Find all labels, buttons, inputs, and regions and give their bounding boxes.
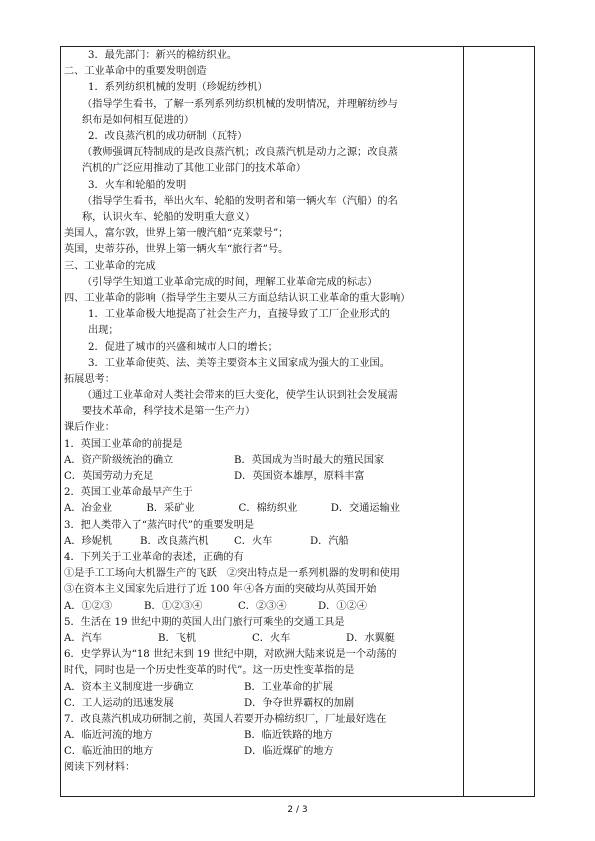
- option: C．火车: [252, 632, 291, 644]
- text-line: 课后作业：: [64, 422, 115, 434]
- section-heading: 三、工业革命的完成: [64, 260, 156, 272]
- statement: ①是手工工场向大机器生产的飞跃: [64, 568, 217, 580]
- option-row: [64, 469, 400, 485]
- text-line: 拓展思考：: [64, 373, 115, 385]
- option: B．改良蒸汽机: [140, 535, 209, 547]
- option: D．临近煤矿的地方: [244, 746, 334, 758]
- statement-row: [64, 582, 400, 598]
- text-paragraph: （教师强调瓦特制成的是改良蒸汽机；改良蒸汽机是动力之源；改良蒸汽机的广泛应用推动了其他工业部门的技术革命）: [82, 147, 398, 175]
- question: 2．英国工业革命最早产生于: [64, 487, 193, 499]
- statement-row: [64, 566, 400, 582]
- option: A．①②③: [64, 600, 113, 612]
- question: 4．下列关于工业革命的表述，正确的有: [64, 551, 244, 563]
- option-row: [64, 534, 400, 550]
- text-paragraph: （指导学生看书，举出火车、轮船的发明者和第一辆火车（汽船）的名称，认识火车、轮船的发明重大意义）: [82, 195, 398, 223]
- statement: ③在资本主义国家先后进行了近 100 年: [64, 584, 243, 596]
- option-row: [64, 631, 400, 647]
- text-paragraph: 1．工业革命极大地提高了社会生产力，直接导致了工厂企业形式的出现；: [88, 309, 390, 337]
- text-line: 2．改良蒸汽机的成功研制（瓦特）: [88, 130, 248, 142]
- question: 7．改良蒸汽机成功研制之前，英国人若要开办棉纺织厂，厂址最好选在: [64, 713, 387, 725]
- option: D．英国资本雄厚，原料丰富: [234, 471, 365, 483]
- option: B．英国成为当时最大的殖民国家: [234, 454, 385, 466]
- option: A．临近河流的地方: [64, 730, 153, 742]
- text-line: （引导学生知道工业革命完成的时间，理解工业革命完成的标志）: [82, 276, 378, 288]
- option: C．工人运动的迅速发展: [64, 697, 174, 709]
- option-row: [64, 453, 400, 469]
- text-line: 3．最先部门：新兴的棉纺织业。: [88, 50, 238, 61]
- option: C．英国劳动力充足: [64, 471, 154, 483]
- text-line: 3．火车和轮船的发明: [88, 179, 187, 191]
- option: B．①②③④: [144, 600, 203, 612]
- option: B．飞机: [158, 632, 197, 644]
- statement: ④各方面的突破均从英国开始: [244, 584, 377, 596]
- option: D．汽船: [310, 535, 349, 547]
- question: 3．把人类带入了“蒸汽时代”的重要发明是: [64, 519, 255, 531]
- option: C．②③④: [238, 600, 287, 612]
- option: C．火车: [234, 535, 273, 547]
- option: C．棉纺织业: [238, 503, 298, 515]
- text-line: 美国人，富尔敦，世界上第一艘汽船“克莱蒙号”；: [64, 228, 289, 240]
- option-row: [64, 599, 400, 615]
- option-row: [64, 680, 400, 696]
- option: D．水翼艇: [346, 632, 395, 644]
- section-heading: 四、工业革命的影响（指导学生主要从三方面总结认识工业革命的重大影响）: [64, 292, 411, 304]
- option: A．资产阶级统治的确立: [64, 454, 174, 466]
- lesson-content: [64, 48, 411, 777]
- option: D．争夺世界霸权的加剧: [244, 697, 355, 709]
- option: A．汽车: [64, 632, 102, 644]
- statement: ②突出特点是一系列机器的发明和使用: [226, 568, 400, 580]
- text-line: 2．促进了城市的兴盛和城市人口的增长；: [88, 341, 278, 353]
- option: B．临近铁路的地方: [244, 730, 333, 742]
- option: A．资本主义制度进一步确立: [64, 681, 194, 693]
- option-row: [64, 728, 400, 744]
- option: D．①②④: [318, 600, 367, 612]
- option-row: [64, 696, 400, 712]
- text-paragraph: （通过工业革命对人类社会带来的巨大变化，使学生认识到社会发展需要技术革命，科学技术是第一生产力）: [82, 390, 398, 418]
- option: B．工业革命的扩展: [244, 681, 333, 693]
- option: A．珍妮机: [64, 535, 113, 547]
- option: C．临近油田的地方: [64, 746, 154, 758]
- section-heading: 二、工业革命中的重要发明创造: [64, 66, 207, 78]
- option-row: [64, 744, 400, 760]
- text-line: 英国，史蒂芬孙，世界上第一辆火车“旅行者”号。: [64, 244, 289, 256]
- option-row: [64, 501, 400, 517]
- text-line: 阅读下列材料：: [64, 762, 136, 774]
- text-line: 3．工业革命使英、法、美等主要资本主义国家成为强大的工业国。: [88, 357, 390, 369]
- text-line: 1．系列纺织机械的发明（珍妮纺纱机）: [88, 82, 268, 94]
- page-number: 2 / 3: [287, 805, 308, 815]
- question: 1．英国工业革命的前提是: [64, 438, 183, 450]
- option: A．冶金业: [64, 503, 113, 515]
- option: B．采矿业: [146, 503, 195, 515]
- question: 6．史学界认为“18 世纪末到 19 世纪中期，对欧洲大陆来说是一个动荡的时代，同时也是一个历史性变革的时代”。这一历史性变革指的是: [64, 649, 397, 677]
- option: D．交通运输业: [330, 503, 400, 515]
- text-paragraph: （指导学生看书，了解一系列系列纺织机械的发明情况，并理解纺纱与织布是如何相互促进的）: [82, 98, 398, 126]
- column-divider: [463, 47, 464, 796]
- question: 5．生活在 19 世纪中期的英国人出门旅行可乘坐的交通工具是: [64, 616, 345, 628]
